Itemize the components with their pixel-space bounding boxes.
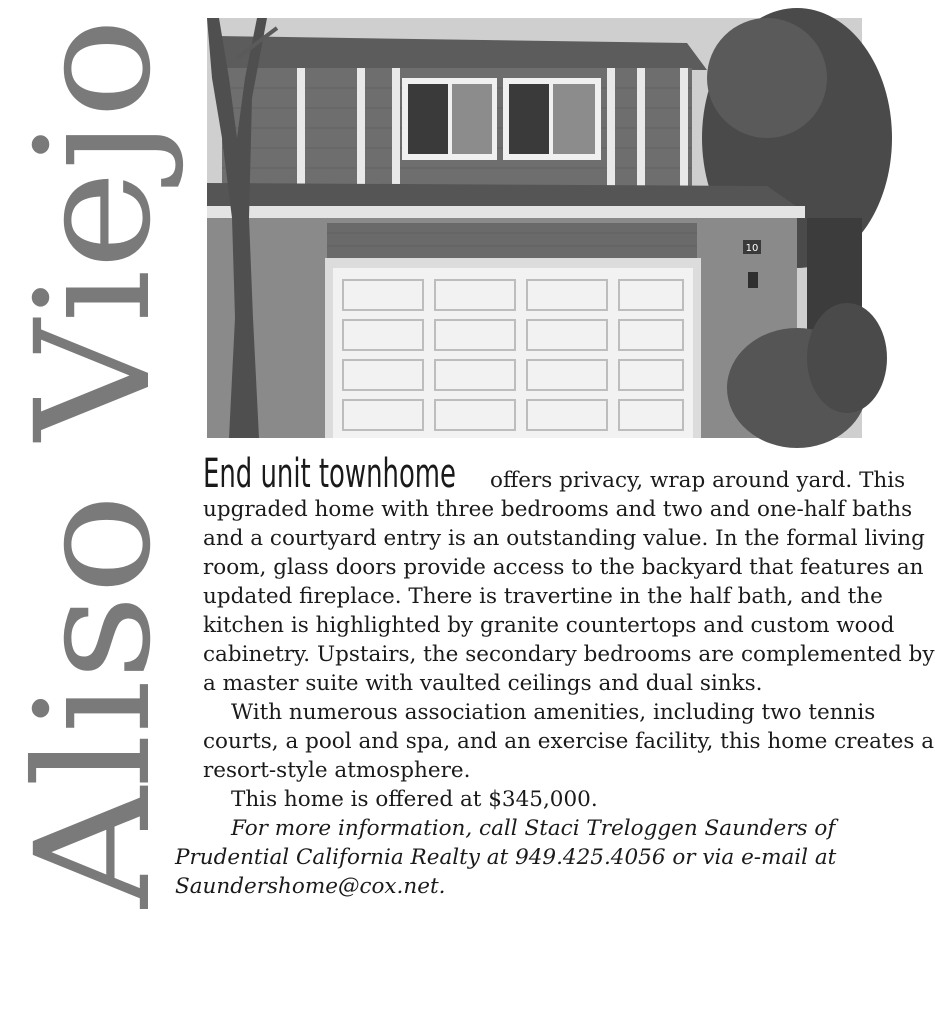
vertical-title-text: Aliso Viejo bbox=[2, 66, 186, 908]
article-line: updated fireplace. There is travertine in the half bath, and the bbox=[203, 584, 883, 609]
article-line: and a courtyard entry is an outstanding value. In the formal living bbox=[203, 526, 925, 551]
article-line: kitchen is highlighted by granite countertops and custom wood bbox=[203, 613, 895, 638]
article-line: upgraded home with three bedrooms and two and one-half baths bbox=[203, 497, 913, 522]
article-body bbox=[175, 451, 935, 901]
article-line: offers privacy, wrap around yard. This bbox=[490, 468, 906, 493]
contact-line: For more information, call Staci Treloggen Saunders of bbox=[231, 816, 836, 841]
article-line: a master suite with vaulted ceilings and dual sinks. bbox=[203, 671, 763, 696]
article-line: cabinetry. Upstairs, the secondary bedrooms are complemented by bbox=[203, 642, 935, 667]
contact-line: Prudential California Realty at 949.425.4056 or via e-mail at bbox=[175, 845, 837, 870]
vertical-title bbox=[2, 18, 186, 908]
contact-line: Saundershome@cox.net. bbox=[175, 874, 446, 899]
article-price bbox=[203, 785, 915, 814]
price-line: This home is offered at $345,000. bbox=[231, 787, 598, 812]
article-line: With numerous association amenities, including two tennis bbox=[231, 700, 876, 725]
house-number: 10 bbox=[745, 243, 759, 254]
article-lead: End unit townhome bbox=[203, 451, 456, 497]
article-line: courts, a pool and spa, and an exercise facility, this home creates a bbox=[203, 729, 935, 754]
article-paragraph-2 bbox=[203, 698, 935, 785]
article-paragraph-1 bbox=[203, 451, 935, 698]
article-line: resort-style atmosphere. bbox=[203, 758, 471, 783]
article-contact bbox=[175, 814, 915, 901]
house-photo bbox=[207, 18, 862, 438]
article-line: room, glass doors provide access to the backyard that features an bbox=[203, 555, 924, 580]
